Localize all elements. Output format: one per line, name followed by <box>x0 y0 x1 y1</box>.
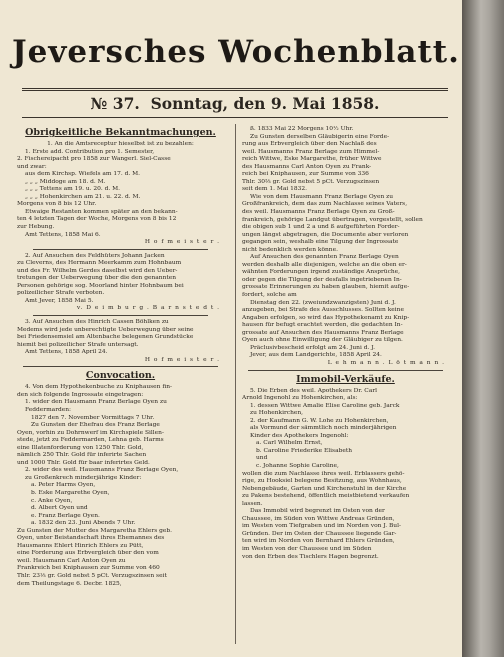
text-line: wollen die zum Nachlasse ihres weil. Erblassers gehö- <box>242 470 405 477</box>
text-line: Das Immobil wird begrenzt im Osten von der <box>250 508 385 515</box>
text-line: Morgens von 8 bis 12 Uhr. <box>17 201 97 208</box>
text-line: zu Pakens bestehend, öffentlich meistbietend verkaufen <box>242 493 410 500</box>
text-line: Oyen, vorhin zu Dohrnwerf im Kirchspiele Sillen- <box>17 429 164 436</box>
right-column <box>242 126 449 646</box>
text-line: tretungen der Ueberwegung über die den genannten <box>17 275 177 282</box>
text-line: bei Friedensemsiel am Altenbache belegenen Grundstücke <box>17 334 194 341</box>
text-line: zur Hebung. <box>17 224 55 231</box>
section-heading: Convocation. <box>85 370 156 382</box>
section-separator <box>33 315 208 316</box>
text-line: dem Theilungstage 6. Decbr. 1825, <box>17 580 122 587</box>
text-line: lassen. <box>242 500 263 507</box>
text-line: Feddermarden: <box>25 406 72 413</box>
text-line: des weil. Hausmanns Franz Berlage Oyen zu Groß- <box>242 209 395 216</box>
text-line: „ „ „ Tettens am 19. u. 20. d. M. <box>25 186 121 193</box>
text-line: H o f m e i s t e r . <box>144 239 220 246</box>
text-line: Auf Ansuchen des genannten Franz Berlage Oyen <box>250 254 399 261</box>
text-line: weil. Hausmann Carl Anton Oyen zu <box>17 557 126 564</box>
text-line: Wie von dem Hausmann Franz Berlage Oyen zu <box>250 193 394 200</box>
text-line: Amt Jever, 1858 Mai 5. <box>25 297 94 304</box>
text-line: Angaben erfolgen, so wird das Hypothekenamt zu Knip- <box>242 314 410 321</box>
text-line: die obigen sub 1 und 2 a und ß aufgeführten Forder- <box>242 224 400 231</box>
section-heading: Obrigkeitliche Bekanntmachungen. <box>25 127 216 138</box>
text-line: „ „ „ Middoge am 18. d. M. <box>25 178 106 185</box>
text-line: 1. dessen Wittwe Amalie Elise Caroline geb. Jarck <box>250 402 400 409</box>
text-line: werden deshalb alle diejenigen, welche an die oben er- <box>242 261 407 268</box>
masthead-title: Jeversches Wochenblatt. <box>12 34 460 70</box>
text-line: zu Großenkrech minderjährige Kinder: <box>25 474 142 481</box>
text-line: Amt Tettens, 1858 Mai 6. <box>25 231 101 238</box>
text-line: Zu Gunsten der Ehefrau des Franz Berlage <box>31 422 160 429</box>
text-line: reich bei Kniphausen, zur Summe von 336 <box>242 171 369 178</box>
text-line: d. Albert Oyen und <box>31 505 88 512</box>
text-line: nicht bedenklich werden könne. <box>242 246 338 253</box>
text-line: 3. Auf Ansuchen des Hinrich Cassen Böhlken zu <box>25 319 169 326</box>
masthead-rule-top <box>22 88 448 91</box>
text-line: Personen gehörige sog. Moorland hinter Hohnbaum bei <box>17 282 184 289</box>
text-line: frankreich, gehörige Landgut übertragen, vorgestellt, sollen <box>242 216 423 223</box>
text-line: und des Fr. Wilhelm Gerdes daselbst wird den Ueber- <box>17 267 178 274</box>
text-line: Kinder des Apothekers Ingenohl: <box>250 432 349 439</box>
text-line: Etwaige Restanten kommen später an den bekann- <box>25 208 178 215</box>
text-line: zu Cleverns, des Hermann Meerkamm zum Hohnbaum <box>17 260 182 267</box>
text-line: ten 4 letzten Tagen der Woche, Morgens von 8 bis 12 <box>17 216 177 223</box>
issue-number: № 37. <box>90 94 140 113</box>
text-line: Präclusivbescheid erfolgt am 24. Juni d. J. <box>250 344 376 351</box>
text-line: hiemit bei polizeilicher Strafe untersagt. <box>17 341 139 348</box>
masthead-rule-bottom <box>22 117 448 118</box>
section-separator <box>23 366 218 367</box>
text-line: H o f m e i s t e r . <box>144 356 220 363</box>
text-line: 2. wider des weil. Hausmanns Franz Berlage Oyen, <box>25 467 179 474</box>
text-line: reich Wittwe, Eske Margarethe, früher Wittwe <box>242 156 382 163</box>
text-line: fordert, solche am <box>242 292 297 299</box>
text-line: 2. der Kaufmann G. W. Lohe zu Hohenkirchen, <box>250 417 389 424</box>
text-line: Amt Tettens, 1858 April 24. <box>25 349 108 356</box>
text-line: als Vormund der sämmtlich noch minderjährigen <box>250 425 397 432</box>
text-line: Gründen. Der im Osten der Chaussee liegende Gar- <box>242 530 397 537</box>
text-line: Frankreich bei Kniphausen zur Summe von 460 <box>17 565 160 572</box>
text-line: v. D e i m b u r g . B a r n s t e d t . <box>76 305 220 312</box>
text-line: ten wird im Norden von Bernhard Ehlers Gründen, <box>242 538 395 545</box>
text-line: ungen längst abgetragen, die Documente aber verloren <box>242 231 409 238</box>
text-line: weil. Hausmanns Franz Berlage zum Himmel- <box>242 148 380 155</box>
text-line: 5. Die Erben des weil. Apothekers Dr. Carl <box>250 387 378 394</box>
issue-line <box>22 94 448 113</box>
text-line: rige, zu Hooksiel belegene Besitzung, aus Wohnhaus, <box>242 478 402 485</box>
text-line: Großfrankreich, dem das zum Nachlasse seines Vaters, <box>242 201 408 208</box>
text-line: rung aus Erbvergleich über den Nachlaß des <box>242 141 377 148</box>
text-line: Nebengebäude, Garten und Kirchenstuhl in der Kirche <box>242 485 407 492</box>
text-line: 2. Auf Ansuchen des Feldhüters Johann Jacken <box>25 252 165 259</box>
text-line: eine Illatenforderung von 1250 Thlr. Gold, <box>17 444 144 451</box>
text-line: ß. 1833 Mai 22 Morgens 10½ Uhr. <box>250 126 354 132</box>
text-line: stede, jetzt zu Feddermarden, Lehna geb. Harms <box>17 437 164 444</box>
text-line: Zu Gunsten derselben Gläubigerin eine Forde- <box>250 133 390 140</box>
text-line: b. Caroline Friederike Elisabeth <box>256 447 352 454</box>
text-line: 1827 den 7. November Vormittags 7 Uhr. <box>31 414 155 421</box>
text-line: Arnold Ingenohl zu Hohenkirchen, als: <box>242 395 358 402</box>
text-line: und 1000 Thlr. Gold für baar inferirtes Geld. <box>17 459 150 466</box>
text-line: nämlich 250 Thlr. Gold für inferirte Sachen <box>17 452 147 459</box>
text-line: den sich folgende Ingrossate eingetragen: <box>17 391 144 398</box>
column-divider <box>235 124 236 644</box>
text-line: Jever, aus dem Landgerichte, 1858 April 24. <box>250 352 382 359</box>
text-line: a. Carl Wilhelm Ernst, <box>256 440 323 447</box>
text-line: a. Peter Harms Oyen, <box>31 482 96 489</box>
text-line: seit dem 1. Mai 1832. <box>242 186 308 193</box>
text-line: Medems wird jede unberechtigte Ueberwegung über seine <box>17 326 194 333</box>
text-line: grossate auf Ansuchen des Hausmanns Franz Berlage <box>242 329 404 336</box>
text-line: Thlr. 30⅔ gr. Gold nebst 5 pCt. Verzugszinsen <box>242 178 380 185</box>
text-line: Oyen auch ohne Einwilligung der Gläubiger zu tilgen. <box>242 337 403 344</box>
text-line: anzugeben, bei Strafe des Ausschlusses. Sollten keine <box>242 307 404 314</box>
text-line: von den Erben des Tischlers Hagen begrenzt. <box>242 553 379 560</box>
issue-day: Sonntag, <box>150 94 229 113</box>
text-line: hausen für befugt erachtet werden, die gedachten In- <box>242 322 403 329</box>
book-spine <box>462 0 504 657</box>
text-line: 1. Erste add. Contribution pro 1. Semester, <box>25 148 155 155</box>
text-line: im Westen von der Chaussee und im Süden <box>242 545 372 552</box>
text-line: wähnten Forderungen irgend zuständige Ansprüche, <box>242 269 401 276</box>
text-line: und <box>256 455 268 462</box>
text-line: c. Anke Oyen, <box>31 497 73 504</box>
text-line: im Westen vom Tiefgraben und im Norden von J. Bul- <box>242 523 401 530</box>
text-line: polizeilicher Strafe verboten. <box>17 290 105 297</box>
text-line: a. 1832 den 23. Juni Abends 7 Uhr. <box>31 520 136 527</box>
section-separator <box>248 370 443 371</box>
text-line: aus dem Kirchsp. Wiefels am 17. d. M. <box>25 171 141 178</box>
text-line: 2. Fischereipacht pro 1858 zur Wangerl. Siel-Casse <box>17 156 171 163</box>
text-line: b. Eske Margarethe Oyen, <box>31 489 110 496</box>
text-line: Chaussee, im Süden von Wittwe Andreas Gründen, <box>242 515 395 522</box>
text-line: e. Franz Berlage Oyen. <box>31 512 100 519</box>
text-line: und zwar: <box>17 163 47 170</box>
text-line: 1. wider den Hausmann Franz Berlage Oyen zu <box>25 399 167 406</box>
text-line: oder gegen die Tilgung der desfalls ingetriebenen In- <box>242 276 402 283</box>
text-line: Hausmanns Ehlert Hinrich Ehlers zu Pütt, <box>17 542 144 549</box>
text-line: zu Hohenkirchen, <box>250 410 304 417</box>
text-line: 4. Von dem Hypothekenbuche zu Kniphausen fin- <box>25 384 173 391</box>
left-column <box>17 126 224 646</box>
issue-date: den 9. Mai 1858. <box>233 94 380 113</box>
text-line: eine Forderung aus Erbvergleich über den vom <box>17 550 159 557</box>
text-line: gegangen sein, weshalb eine Tilgung der Ingrossate <box>242 239 399 246</box>
text-line: c. Johanne Sophie Caroline, <box>256 462 339 469</box>
text-line: Zu Gunsten der Mutter des Margaretha Ehlers geb. <box>17 527 172 534</box>
section-heading: Immobil-Verkäufe. <box>296 373 395 385</box>
section-separator <box>33 249 208 250</box>
text-line: „ „ „ Hohenkirchen am 21. u. 22. d. M. <box>25 193 141 200</box>
text-line: L e h m a n n . L ö t m a n n . <box>327 359 445 366</box>
text-line: 1. An die Amtsreceptur hieselbst ist zu bezahlen: <box>47 141 194 147</box>
text-line: Thlr. 23⅓ gr. Gold nebst 5 pCt. Verzugszinsen seit <box>17 572 167 579</box>
text-line: grossate Erinnerungen zu haben glauben, hiemit aufge- <box>242 284 410 291</box>
text-line: Oyen, unter Beistandschaft ihres Ehemannes des <box>17 535 165 542</box>
text-line: Dienstag den 22. (zweiundzwanzigsten) Juni d. J. <box>250 299 396 306</box>
text-line: des Hausmanns Carl Anton Oyen zu Frank- <box>242 163 372 170</box>
